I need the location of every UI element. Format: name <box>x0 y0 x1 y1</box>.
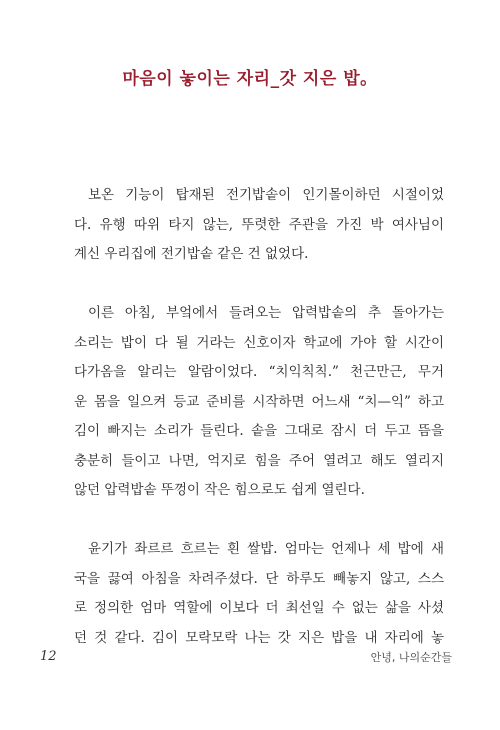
text-line: 않던 압력밥솥 뚜껑이 작은 힘으로도 쉽게 열린다. <box>74 482 365 498</box>
chapter-title: 마음이 놓이는 자리_갓 지은 밥。 <box>122 69 378 89</box>
paragraph-3 <box>60 535 444 653</box>
text-line: 윤기가 좌르르 흐르는 흰 쌀밥. 엄마는 언제나 세 밥에 새 <box>88 541 444 557</box>
text-line: 소리는 밥이 다 될 거라는 신호이자 학교에 가야 할 시간이 <box>74 334 444 351</box>
text-line: 로 정의한 엄마 역할에 이보다 더 최선일 수 없는 삶을 사셨 <box>74 600 444 616</box>
text-line: 충분히 들이고 나면, 억지로 힘을 주어 열려고 해도 열리지 <box>74 452 444 469</box>
paragraph-2 <box>60 299 444 506</box>
text-line: 국을 끓여 아침을 차려주셨다. 단 하루도 빼놓지 않고, 스스 <box>74 570 444 587</box>
running-footer-title: 안녕, 나의순간들 <box>370 651 452 664</box>
page-number: 12 <box>40 649 57 664</box>
text-line: 계신 우리집에 전기밥솥 같은 건 없었다. <box>74 246 309 262</box>
text-line: 김이 빠지는 소리가 들린다. 솥을 그대로 잠시 더 두고 뜸을 <box>74 423 444 439</box>
text-line: 보온 기능이 탑재된 전기밥솥이 인기몰이하던 시절이었 <box>88 187 444 203</box>
text-line: 다가옴을 알리는 알람이었다. “치익칙칙.” 천근만근, 무거 <box>74 364 444 380</box>
paragraph-1 <box>60 181 444 270</box>
text-line: 다. 유행 따위 타지 않는, 뚜렷한 주관을 가진 박 여사님이 <box>74 216 444 233</box>
body-text <box>60 181 444 683</box>
text-line: 이른 아침, 부엌에서 들려오는 압력밥솥의 추 돌아가는 <box>88 305 444 321</box>
text-line: 던 것 같다. 김이 모락모락 나는 갓 지은 밥을 내 자리에 놓 <box>74 629 444 646</box>
text-line: 운 몸을 일으켜 등교 준비를 시작하면 어느새 “치—익” 하고 <box>74 393 444 410</box>
